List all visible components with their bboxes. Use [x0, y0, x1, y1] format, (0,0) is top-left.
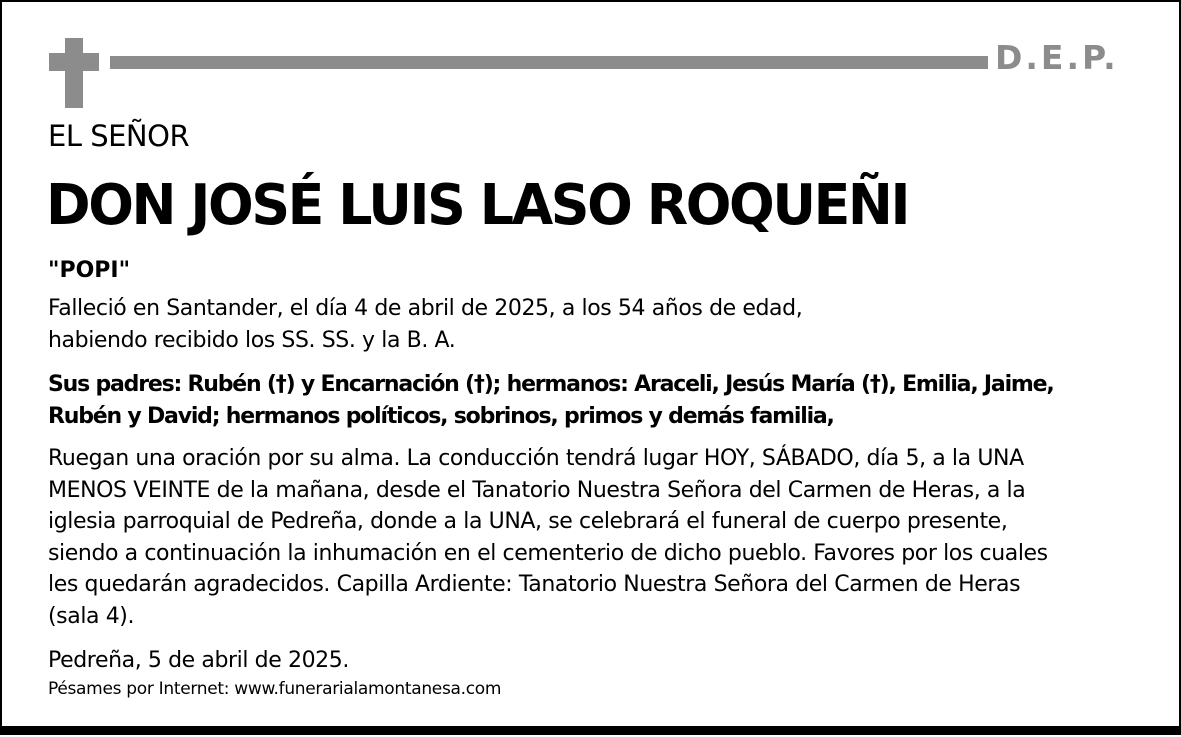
death-notice	[48, 293, 1158, 356]
family-line: Rubén y David; hermanos políticos, sobrinos, primos y demás familia,	[48, 403, 834, 429]
family-list	[48, 369, 1158, 432]
deceased-title: EL SEÑOR	[48, 119, 190, 153]
deceased-name: DON JOSÉ LUIS LASO ROQUEÑI	[46, 173, 909, 238]
place-date: Pedreña, 5 de abril de 2025.	[48, 648, 349, 673]
death-notice-line: habiendo recibido los SS. SS. y la B. A.	[48, 327, 456, 353]
latin-cross-icon	[65, 38, 83, 108]
ceremony-details	[48, 443, 1158, 632]
latin-cross-icon-bar	[49, 53, 99, 71]
family-line: Sus padres: Rubén (†) y Encarnación (†); hermanos: Araceli, Jesús María (†), Emilia, Jaime,	[48, 372, 1054, 397]
ceremony-line: iglesia parroquial de Pedreña, donde a la UNA, se celebrará el funeral de cuerpo presente,	[48, 509, 1008, 534]
ceremony-line: (sala 4).	[48, 603, 135, 629]
ceremony-line: Ruegan una oración por su alma. La conducción tendrá lugar HOY, SÁBADO, día 5, a la UNA	[48, 446, 1024, 471]
dep-label: D.E.P.	[995, 38, 1119, 77]
ceremony-line: siendo a continuación la inhumación en el cementerio de dicho pueblo. Favores por los cuales	[48, 540, 1048, 566]
deceased-nickname: "POPI"	[48, 258, 131, 283]
header-rule	[110, 56, 988, 69]
ceremony-line: MENOS VEINTE de la mañana, desde el Tanatorio Nuestra Señora del Carmen de Heras, a la	[48, 477, 1026, 503]
ceremony-line: les quedarán agradecidos. Capilla Ardiente: Tanatorio Nuestra Señora del Carmen de Heras	[48, 572, 1021, 597]
death-notice-line: Falleció en Santander, el día 4 de abril de 2025, a los 54 años de edad,	[48, 296, 803, 321]
condolences-link: Pésames por Internet: www.funerarialamontanesa.com	[48, 679, 502, 699]
